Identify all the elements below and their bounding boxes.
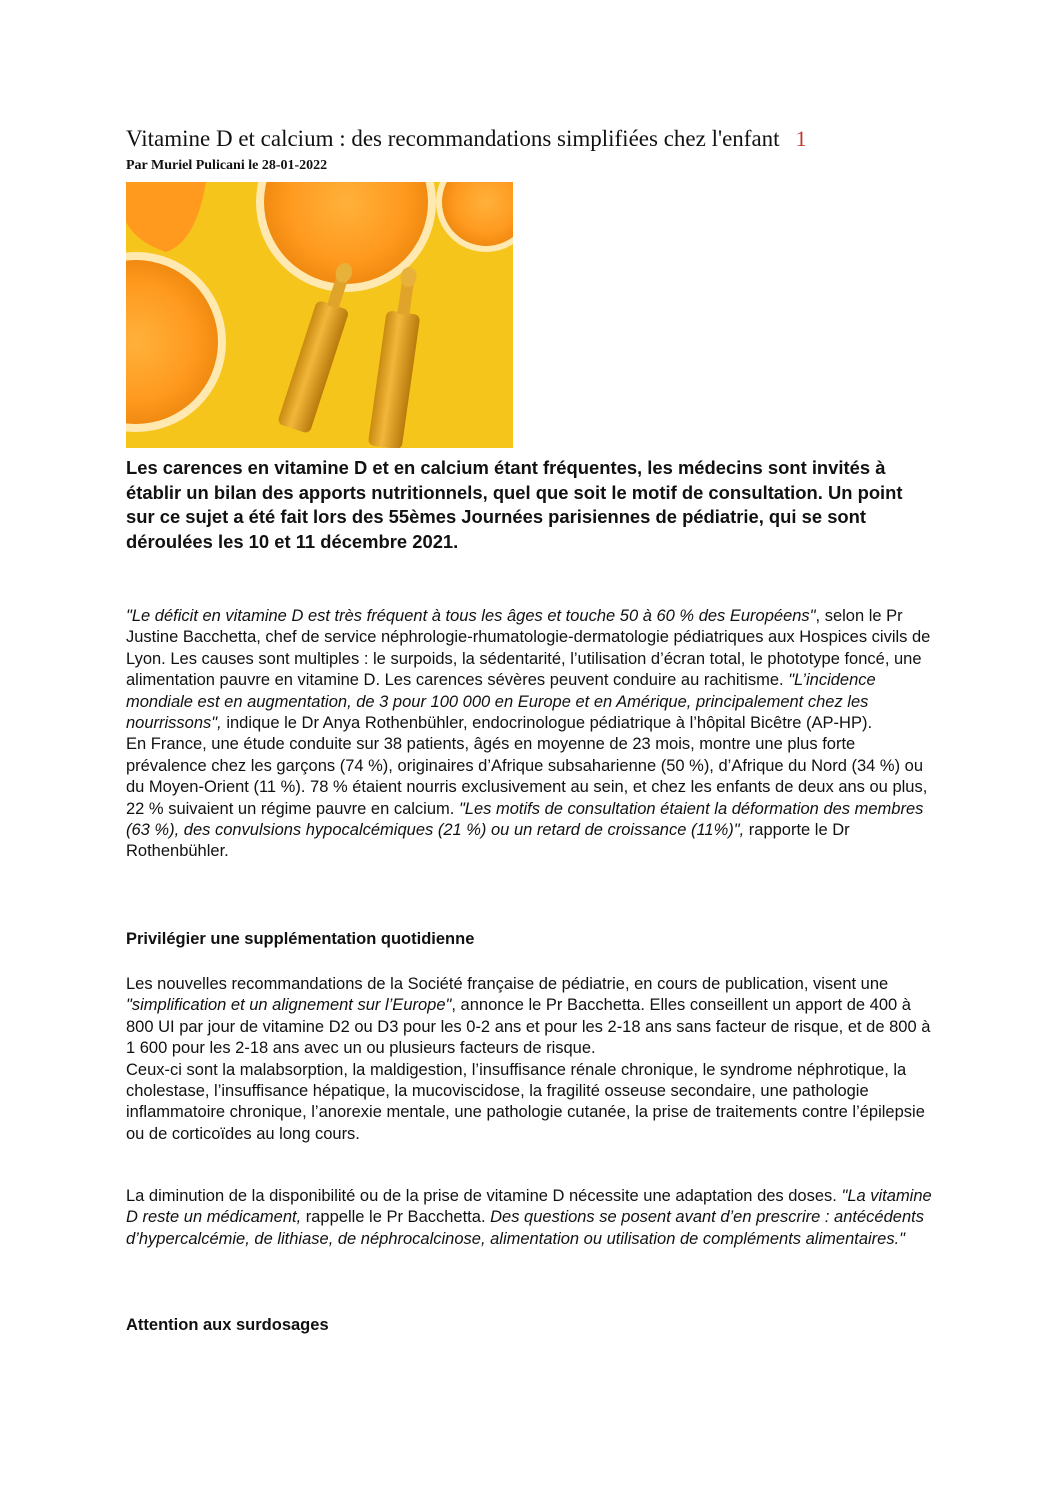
paragraph-3-text-2: , annonce le Pr Bacchetta. Elles conseillent un apport de 400 à 800 UI par jour de vitamine D2 ou D3 pour les 0-2 ans et pour les 2-18 ans sans facteur de risque, et de 800 à 1 600 pour les 2-18 ans avec un ou plusieurs facteurs de risque. (126, 996, 931, 1058)
article-title: Vitamine D et calcium : des recommandations simplifiées chez l'enfant (126, 126, 780, 151)
section-heading-surdosages: Attention aux surdosages (126, 1316, 329, 1334)
quote-rothenbuhler: "L’incidence mondiale est en augmentation, de 3 pour 100 000 en Europe et en Amérique, principalement chez les nourrissons", (126, 671, 876, 733)
paragraph-3 (126, 974, 936, 1145)
quote-medicament: "La vitamine D reste un médicament, (126, 1187, 932, 1227)
quote-bacchetta: "Le déficit en vitamine D est très fréquent à tous les âges et touche 50 à 60 % des Européens" (126, 607, 816, 625)
title-row (126, 126, 926, 156)
page-number: 1 (795, 126, 807, 151)
quote-consultation: "Les motifs de consultation étaient la déformation des membres (63 %), des convulsions hypocalcémiques (21 %) ou un retard de croissance (11%)", (126, 799, 924, 840)
paragraph-1-text-2: indique le Dr Anya Rothenbühler, endocrinologue pédiatrique à l’hôpital Bicêtre (AP-HP). (221, 714, 873, 733)
article-byline: Par Muriel Pulicani le 28-01-2022 (126, 158, 328, 173)
paragraph-1 (126, 606, 936, 863)
article-lead: Les carences en vitamine D et en calcium étant fréquentes, les médecins sont invités à établir un bilan des apports nutritionnels, quel que soit le motif de consultation. Un point sur ce sujet a été fait lors des 55èmes Journées parisiennes de pédiatrie, qui se sont déroulées les 10 et 11 décembre 2021. (126, 457, 903, 552)
quote-questions: Des questions se posent avant d’en prescrire : antécédents d’hypercalcémie, de lithiase, de néphrocalcinose, alimentation ou utilisation de compléments alimentaires." (126, 1208, 924, 1248)
paragraph-4-text-2: rappelle le Pr Bacchetta. (301, 1208, 491, 1227)
paragraph-2-text-2: rapporte le Dr Rothenbühler. (126, 821, 850, 861)
vitamin-ampoules-oranges-image (126, 182, 513, 448)
paragraph-2-text: En France, une étude conduite sur 38 patients, âgés en moyenne de 23 mois, montre une plus forte prévalence chez les garçons (74 %), originaires d’Afrique subsaharienne (50 %), d’Afrique du Nord (34 %) ou du Moyen-Orient (11 %). 78 % étaient nourris exclusivement au sein, et chez les enfants de deux ans ou plus, 22 % suivaient un régime pauvre en calcium. (126, 735, 928, 818)
paragraph-4 (126, 1186, 936, 1250)
paragraph-4-text: La diminution de la disponibilité ou de la prise de vitamine D nécessite une adaptation des doses. (126, 1187, 842, 1205)
paragraph-3-text: Les nouvelles recommandations de la Société française de pédiatrie, en cours de publication, visent une (126, 975, 889, 993)
paragraph-1-text: , selon le Pr Justine Bacchetta, chef de service néphrologie-rhumatologie-dermatologie pédiatriques aux Hospices civils de Lyon. Les causes sont multiples : le surpoids, la sédentarité, l’utilisation d’écran total, le phototype foncé, une alimentation pauvre en vitamine D. Les carences sévères peuvent conduire au rachitisme. (126, 607, 931, 690)
section-heading-supplementation: Privilégier une supplémentation quotidienne (126, 930, 475, 948)
quote-simplification: "simplification et un alignement sur l’Europe" (126, 996, 452, 1015)
paragraph-3-risk-factors: Ceux-ci sont la malabsorption, la maldigestion, l’insuffisance rénale chronique, le syndrome néphrotique, la cholestase, l’insuffisance hépatique, la mucoviscidose, la fragilité osseuse secondaire, une pathologie inflammatoire chronique, l’anorexie mentale, une pathologie cutanée, la prise de traitements contre l’épilepsie ou de corticoïdes au long cours. (126, 1060, 925, 1143)
